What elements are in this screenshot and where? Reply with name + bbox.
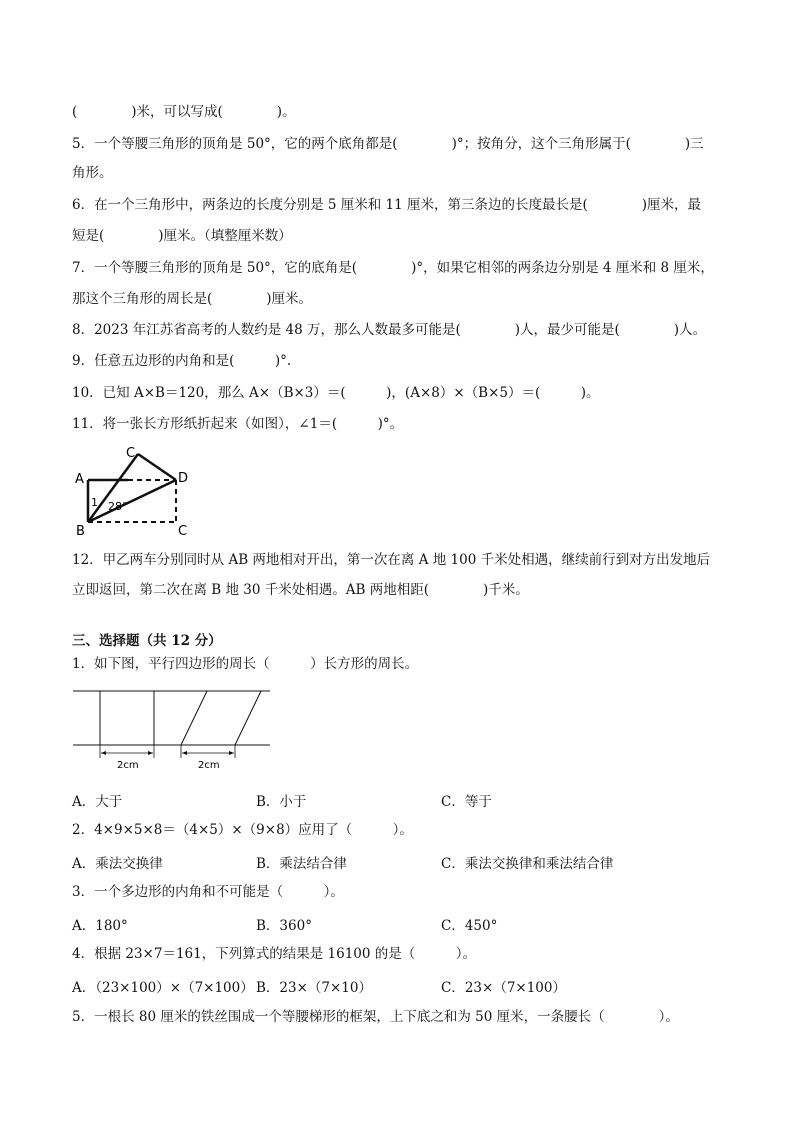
question-11: 11．将一张长方形纸折起来（如图），∠1＝( )°。 — [72, 416, 404, 432]
question-10: 10．已知 A×B＝120，那么 A×（B×3）＝( )，(A×8）×（B×5）＝( )。 — [72, 385, 600, 401]
question-12: 12．甲乙两车分别同时从 AB 两地相对开出，第一次在离 A 地 100 千米处相遇，继续前行到对方出发地后 — [72, 552, 711, 568]
question-5: 5．一个等腰三角形的顶角是 50°，它的两个底角都是( )°；按角分，这个三角形属于( )三 — [72, 136, 704, 152]
question-8: 8．2023 年江苏省高考的人数约是 48 万，那么人数最多可能是( )人，最少可能是( )人。 — [72, 322, 707, 338]
mc1-option-c[interactable]: C．等于 — [441, 794, 492, 810]
label-2cm-left: 2cm — [117, 760, 139, 771]
mc-question-1: 1．如下图，平行四边形的周长（ ）长方形的周长。 — [72, 656, 419, 672]
mc2-option-b[interactable]: B．乘法结合律 — [256, 856, 347, 872]
parallelogram-dimension-arrow-right — [229, 751, 234, 755]
mc2-option-a[interactable]: A．乘法交换律 — [72, 856, 163, 872]
question-6: 6．在一个三角形中，两条边的长度分别是 5 厘米和 11 厘米，第三条边的长度最长是( )厘米，最 — [72, 197, 702, 213]
section-3-title: 三、选择题（共 12 分） — [72, 633, 222, 649]
mc-question-2: 2．4×9×5×8＝（4×5）×（9×8）应用了（ ）。 — [72, 822, 413, 838]
label-A: A — [75, 472, 84, 487]
mc4-option-a[interactable]: A．（23×100）×（7×100） — [72, 980, 254, 996]
mc3-option-b[interactable]: B．360° — [256, 918, 312, 934]
fold-rectangle-figure — [70, 442, 200, 538]
label-angle-28: 28° — [108, 500, 128, 513]
mc4-option-c[interactable]: C．23×（7×100） — [441, 980, 566, 996]
question-6-cont: 短是( )厘米。（填整厘米数） — [72, 228, 292, 244]
rectangle-dimension-arrow-right — [148, 751, 153, 755]
parallelogram-left-side — [181, 691, 207, 745]
label-C-bottom: C — [178, 524, 188, 538]
label-angle-1: 1 — [91, 496, 98, 509]
mc1-option-b[interactable]: B．小于 — [256, 794, 307, 810]
label-2cm-right: 2cm — [198, 760, 220, 771]
mc2-option-c[interactable]: C．乘法交换律和乘法结合律 — [441, 856, 614, 872]
parallelogram-right-side — [235, 691, 261, 745]
mc3-option-c[interactable]: C．450° — [441, 918, 498, 934]
label-D: D — [178, 471, 189, 486]
label-C-top: C — [126, 446, 136, 461]
rectangle-dimension-arrow-left — [101, 751, 106, 755]
question-7: 7．一个等腰三角形的顶角是 50°，它的底角是( )°，如果它相邻的两条边分别是 4 厘米和 8 厘米， — [72, 260, 714, 276]
parallelogram-dimension-arrow-left — [182, 751, 187, 755]
parallel-lines-figure — [70, 686, 280, 776]
mc-question-5: 5．一根长 80 厘米的铁丝围成一个等腰梯形的框架，上下底之和为 50 厘米，一条腰长（ ）。 — [72, 1009, 679, 1025]
mc-question-4: 4．根据 23×7＝161，下列算式的结果是 16100 的是（ ）。 — [72, 946, 477, 962]
label-B: B — [76, 524, 85, 538]
question-7-cont: 那这个三角形的周长是( )厘米。 — [72, 291, 313, 307]
mc4-option-b[interactable]: B．23×（7×10） — [256, 980, 372, 996]
line-Cfold-D — [138, 454, 176, 480]
mc1-option-a[interactable]: A．大于 — [72, 794, 123, 810]
text-line: ( )米，可以写成( )。 — [72, 104, 296, 120]
question-5-cont: 角形。 — [72, 165, 113, 181]
mc-question-3: 3．一个多边形的内角和不可能是（ ）。 — [72, 884, 344, 900]
line-B-D — [88, 480, 176, 522]
question-12-cont: 立即返回，第二次在离 B 地 30 千米处相遇。AB 两地相距( )千米。 — [72, 582, 529, 598]
mc3-option-a[interactable]: A．180° — [72, 918, 128, 934]
question-9: 9．任意五边形的内角和是( )°. — [72, 353, 292, 369]
